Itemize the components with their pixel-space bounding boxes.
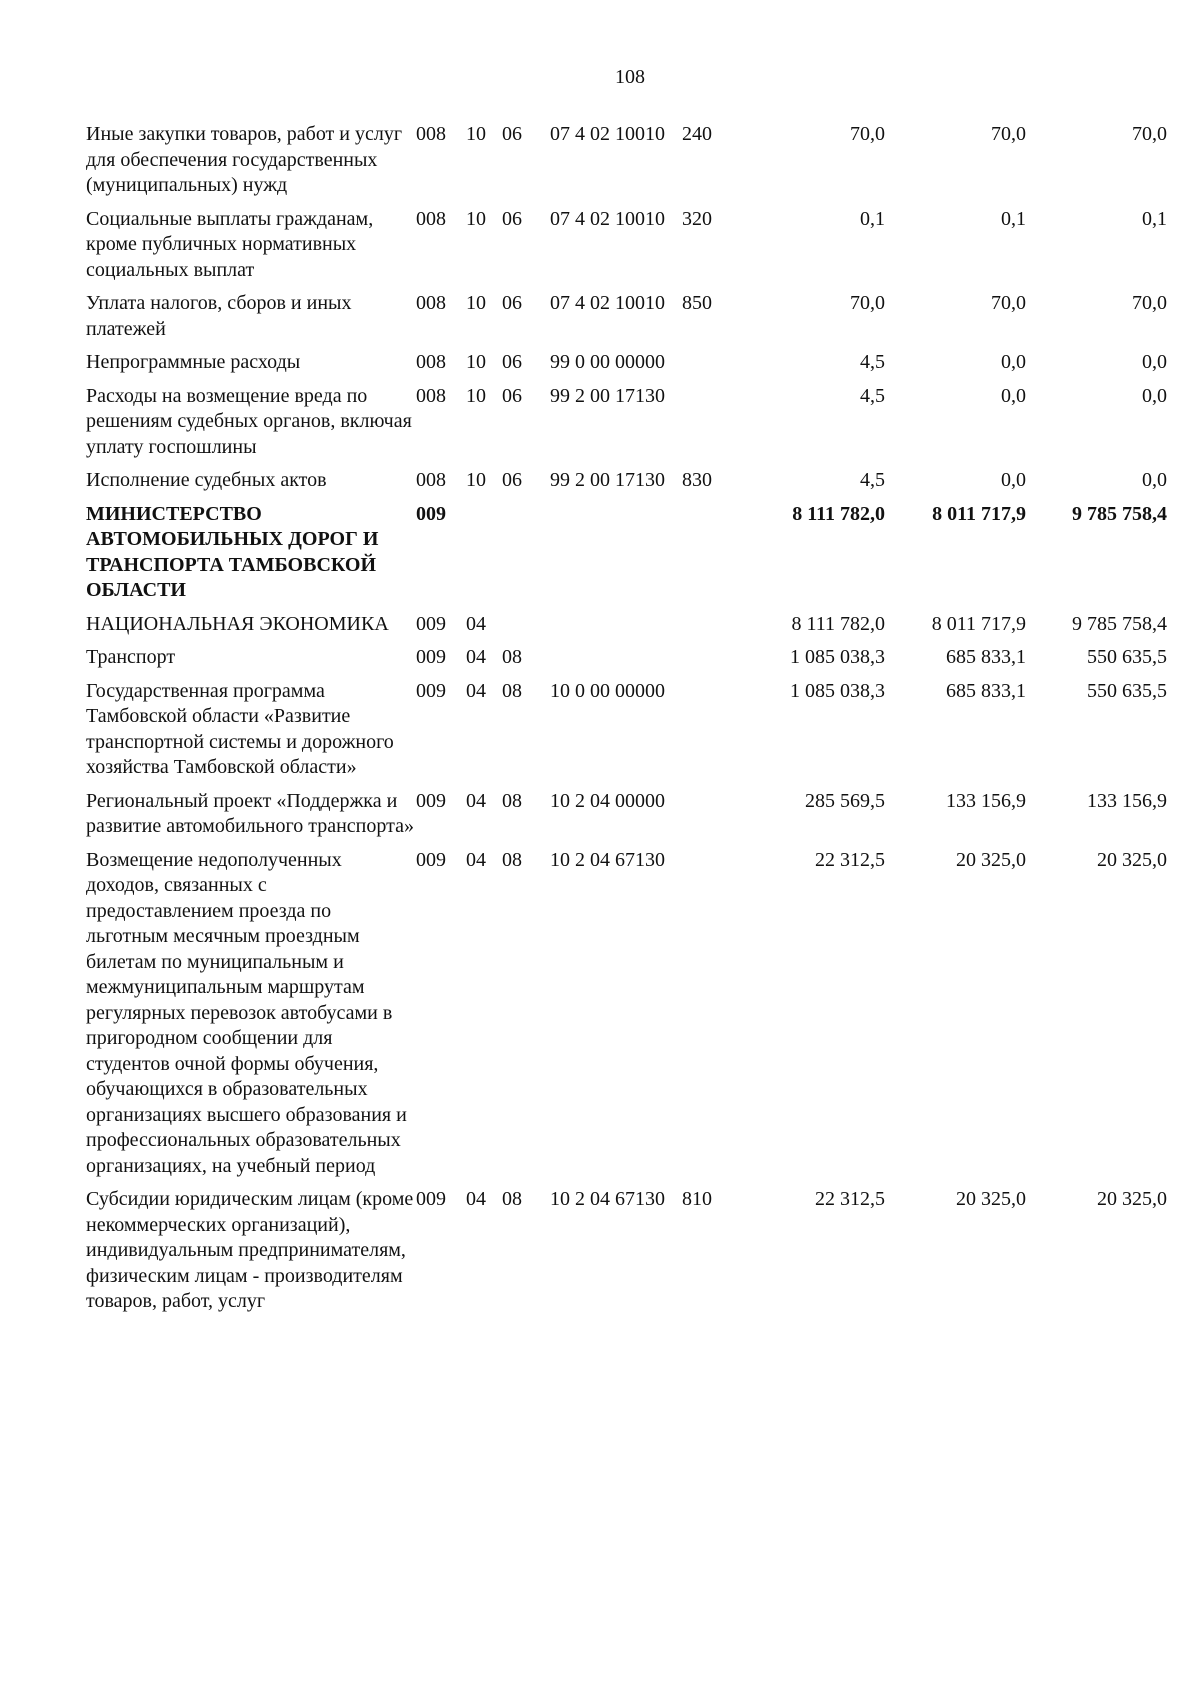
row-ministry-code: 009 [416, 1188, 446, 1210]
row-expense-type [682, 645, 744, 679]
row-subsection-code: 08 [502, 789, 522, 812]
row-ministry-code: 009 [416, 502, 446, 525]
row-section-code: 04 [466, 1188, 486, 1210]
row-name: Социальные выплаты гражданам, кроме публичных нормативных социальных выплат [86, 207, 374, 281]
row-amount-year2: 0,0 [1001, 351, 1026, 373]
row-subsection-code: 08 [502, 1188, 522, 1210]
row-target-article: 07 4 02 10010 [550, 123, 665, 145]
row-ministry-code: 008 [416, 123, 446, 145]
row-ministry-code: 008 [416, 384, 446, 407]
row-amount-year2: 70,0 [991, 123, 1026, 145]
row-expense-type [682, 789, 744, 848]
row-subsection-code: 06 [502, 123, 522, 145]
row-target-article [550, 612, 682, 646]
row-section-code: 04 [466, 612, 486, 635]
row-expense-type [682, 848, 744, 1188]
row-amount-year2: 0,1 [1001, 207, 1026, 230]
row-amount-year3: 0,1 [1142, 207, 1167, 230]
row-amount-year2: 8 011 717,9 [932, 502, 1026, 525]
row-section-code: 04 [466, 646, 486, 668]
row-expense-type [682, 679, 744, 789]
row-subsection-code [502, 612, 550, 646]
row-amount-year3: 550 635,5 [1087, 679, 1167, 702]
row-amount-year1: 0,1 [860, 207, 885, 230]
row-ministry-code: 008 [416, 351, 446, 373]
row-amount-year2: 0,0 [1001, 384, 1026, 407]
row-name: МИНИСТЕРСТВО АВТОМОБИЛЬНЫХ ДОРОГ И ТРАНСПОРТА ТАМБОВСКОЙ ОБЛАСТИ [86, 502, 379, 601]
row-name: Непрограммные расходы [86, 351, 301, 373]
row-target-article: 10 0 00 00000 [550, 679, 665, 702]
row-ministry-code: 008 [416, 469, 446, 491]
page-number: 108 [615, 66, 645, 88]
row-amount-year2: 20 325,0 [956, 1188, 1026, 1210]
row-target-article [550, 645, 682, 679]
row-section-code: 10 [466, 469, 486, 491]
table-row [86, 468, 1167, 502]
row-expense-type: 810 [682, 1188, 712, 1210]
row-amount-year2: 685 833,1 [946, 646, 1026, 668]
table-row [86, 679, 1167, 789]
row-ministry-code: 008 [416, 207, 446, 230]
row-amount-year1: 22 312,5 [815, 1188, 885, 1210]
row-amount-year1: 8 111 782,0 [791, 612, 885, 635]
row-name: Расходы на возмещение вреда по решениям судебных органов, включая уплату госпошлины [86, 384, 412, 458]
table-row [86, 1187, 1167, 1323]
row-target-article: 10 2 04 00000 [550, 789, 665, 812]
table-row [86, 848, 1167, 1188]
row-name: Транспорт [86, 646, 176, 668]
row-expense-type: 240 [682, 123, 712, 145]
row-expense-type: 320 [682, 207, 712, 230]
table-row [86, 122, 1167, 207]
row-amount-year3: 0,0 [1142, 351, 1167, 373]
row-amount-year2: 8 011 717,9 [931, 612, 1026, 635]
table-row [86, 612, 1167, 646]
row-subsection-code: 06 [502, 384, 522, 407]
row-amount-year1: 4,5 [860, 384, 885, 407]
row-amount-year2: 133 156,9 [946, 789, 1026, 812]
row-target-article [550, 502, 682, 612]
table-row-ministry-total [86, 502, 1167, 612]
row-name: Возмещение недополученных доходов, связанных с предоставлением проезда по льготным месячным проездным билетам по муниципальным и межмуниципальным маршрутам регулярных перевозок автобусами в пригородном сообщении для студентов очной формы обучения, обучающихся в образовательных организациях высшего образования и профессиональных образовательных организациях, на учебный период [86, 848, 407, 1177]
row-amount-year3: 70,0 [1132, 292, 1167, 314]
row-amount-year2: 70,0 [991, 292, 1026, 314]
row-ministry-code: 008 [416, 292, 446, 314]
budget-table [86, 122, 1167, 1323]
row-target-article: 10 2 04 67130 [550, 848, 665, 871]
row-ministry-code: 009 [416, 848, 446, 871]
row-expense-type: 850 [682, 292, 712, 314]
row-subsection-code: 08 [502, 679, 522, 702]
row-amount-year2: 20 325,0 [956, 848, 1026, 871]
table-row [86, 350, 1167, 384]
row-name: Уплата налогов, сборов и иных платежей [86, 292, 352, 340]
row-name: Иные закупки товаров, работ и услуг для обеспечения государственных (муниципальных) нужд [86, 123, 403, 196]
row-target-article: 99 2 00 17130 [550, 384, 665, 407]
table-row [86, 291, 1167, 350]
row-expense-type [682, 350, 744, 384]
row-subsection-code: 08 [502, 848, 522, 871]
row-amount-year3: 0,0 [1142, 469, 1167, 491]
row-section-code: 10 [466, 292, 486, 314]
row-amount-year1: 22 312,5 [815, 848, 885, 871]
row-subsection-code: 08 [502, 646, 522, 668]
row-section-code: 10 [466, 207, 486, 230]
row-section-code: 04 [466, 848, 486, 871]
row-amount-year1: 1 085 038,3 [790, 679, 885, 702]
row-ministry-code: 009 [416, 789, 446, 812]
row-amount-year1: 8 111 782,0 [792, 502, 885, 525]
row-section-code: 04 [466, 679, 486, 702]
row-expense-type: 830 [682, 469, 712, 491]
row-amount-year2: 685 833,1 [946, 679, 1026, 702]
row-amount-year3: 133 156,9 [1087, 789, 1167, 812]
table-row [86, 645, 1167, 679]
row-amount-year3: 20 325,0 [1097, 1188, 1167, 1210]
row-section-code: 10 [466, 384, 486, 407]
row-amount-year3: 550 635,5 [1087, 646, 1167, 668]
row-amount-year3: 9 785 758,4 [1072, 502, 1167, 525]
row-expense-type [682, 612, 744, 646]
table-row [86, 384, 1167, 469]
row-amount-year1: 285 569,5 [805, 789, 885, 812]
row-subsection-code: 06 [502, 469, 522, 491]
row-name: Субсидии юридическим лицам (кроме некоммерческих организаций), индивидуальным предпринимателям, физическим лицам - производителям товаров, работ, услуг [86, 1188, 414, 1312]
row-ministry-code: 009 [416, 646, 446, 668]
row-subsection-code [502, 502, 550, 612]
row-subsection-code: 06 [502, 351, 522, 373]
row-amount-year1: 70,0 [850, 292, 885, 314]
row-section-code: 10 [466, 351, 486, 373]
row-name: Государственная программа Тамбовской области «Развитие транспортной системы и дорожного хозяйства Тамбовской области» [86, 679, 394, 778]
row-target-article: 99 0 00 00000 [550, 351, 665, 373]
row-amount-year3: 70,0 [1132, 123, 1167, 145]
table-row [86, 207, 1167, 292]
row-expense-type [682, 384, 744, 469]
row-target-article: 07 4 02 10010 [550, 292, 665, 314]
row-name: Исполнение судебных актов [86, 469, 327, 491]
row-section-code: 04 [466, 789, 486, 812]
row-amount-year3: 9 785 758,4 [1072, 612, 1167, 635]
row-name: Региональный проект «Поддержка и развитие автомобильного транспорта» [86, 789, 414, 837]
row-target-article: 10 2 04 67130 [550, 1188, 665, 1210]
row-expense-type [682, 502, 744, 612]
row-ministry-code: 009 [416, 679, 446, 702]
row-amount-year1: 4,5 [860, 469, 885, 491]
table-row [86, 789, 1167, 848]
row-amount-year3: 20 325,0 [1097, 848, 1167, 871]
row-subsection-code: 06 [502, 207, 522, 230]
row-amount-year1: 4,5 [860, 351, 885, 373]
row-amount-year3: 0,0 [1142, 384, 1167, 407]
row-section-code: 10 [466, 123, 486, 145]
row-ministry-code: 009 [416, 612, 446, 635]
row-name: НАЦИОНАЛЬНАЯ ЭКОНОМИКА [86, 612, 389, 635]
row-target-article: 07 4 02 10010 [550, 207, 665, 230]
row-amount-year1: 70,0 [850, 123, 885, 145]
row-subsection-code: 06 [502, 292, 522, 314]
row-target-article: 99 2 00 17130 [550, 469, 665, 491]
row-amount-year1: 1 085 038,3 [790, 646, 885, 668]
row-section-code [466, 502, 502, 612]
row-amount-year2: 0,0 [1001, 469, 1026, 491]
